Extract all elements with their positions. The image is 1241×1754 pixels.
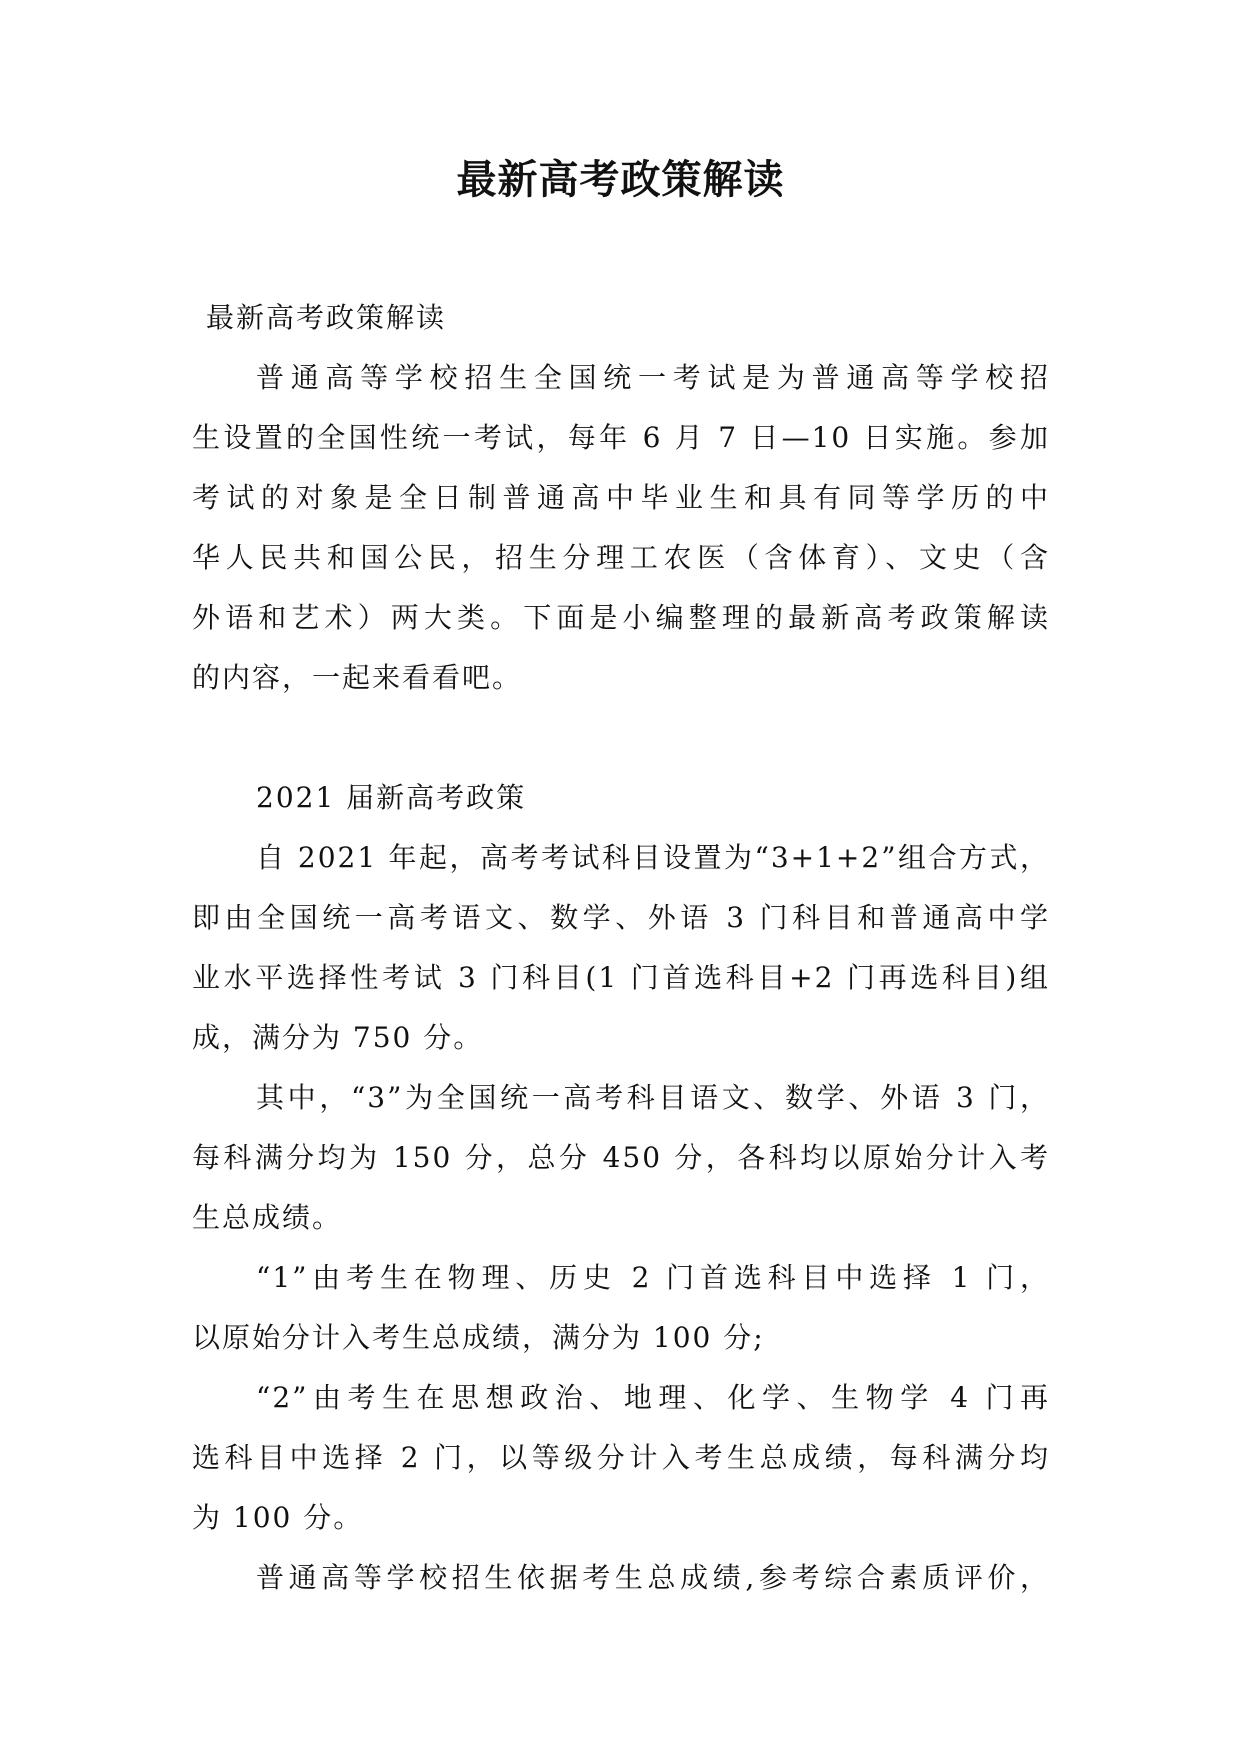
paragraph-line: “1”由考生在物理、历史 2 门首选科目中选择 1 门， [256, 1261, 1050, 1294]
paragraph-one-subject [192, 1248, 1050, 1368]
paragraph-spacer [192, 708, 1050, 768]
paragraph-subject-setup [192, 828, 1050, 1068]
intro-paragraph [192, 348, 1050, 708]
paragraph-line: 考试的对象是全日制普通高中毕业生和具有同等学历的中 [192, 481, 1050, 514]
paragraph-line: 生设置的全国性统一考试，每年 6 月 7 日—10 日实施。参加 [192, 421, 1050, 454]
paragraph-line: 为 100 分。 [192, 1501, 364, 1534]
paragraph-admission [192, 1548, 1050, 1608]
paragraph-line: 即由全国统一高考语文、数学、外语 3 门科目和普通高中学 [192, 901, 1050, 934]
paragraph-line: 以原始分计入考生总成绩，满分为 100 分; [192, 1321, 765, 1354]
document-body [192, 288, 1050, 1608]
paragraph-line: 的内容，一起来看看吧。 [192, 661, 523, 694]
section-heading: 2021 届新高考政策 [256, 781, 527, 814]
paragraph-line: 其中，“3”为全国统一高考科目语文、数学、外语 3 门， [256, 1081, 1050, 1114]
paragraph-line: 自 2021 年起，高考考试科目设置为“3+1+2”组合方式， [256, 841, 1050, 874]
paragraph-line: 选科目中选择 2 门，以等级分计入考生总成绩，每科满分均 [192, 1441, 1050, 1474]
document-title: 最新高考政策解读 [456, 156, 785, 203]
paragraph-line: 普通高等学校招生依据考生总成绩,参考综合素质评价， [256, 1561, 1050, 1594]
paragraph-line: 外语和艺术）两大类。下面是小编整理的最新高考政策解读 [192, 601, 1050, 634]
paragraph-line: 生总成绩。 [192, 1201, 343, 1234]
paragraph-line: 普通高等学校招生全国统一考试是为普通高等学校招 [256, 361, 1050, 394]
paragraph-line: 每科满分均为 150 分，总分 450 分，各科均以原始分计入考 [192, 1141, 1050, 1174]
paragraph-two-subjects [192, 1368, 1050, 1548]
paragraph-three-subjects [192, 1068, 1050, 1248]
paragraph-line: 成，满分为 750 分。 [192, 1021, 484, 1054]
paragraph-line: 华人民共和国公民，招生分理工农医（含体育）、文史（含 [192, 541, 1050, 574]
document-subtitle: 最新高考政策解读 [206, 301, 447, 334]
paragraph-line: “2”由考生在思想政治、地理、化学、生物学 4 门再 [256, 1381, 1050, 1414]
paragraph-line: 业水平选择性考试 3 门科目(1 门首选科目+2 门再选科目)组 [192, 961, 1050, 994]
